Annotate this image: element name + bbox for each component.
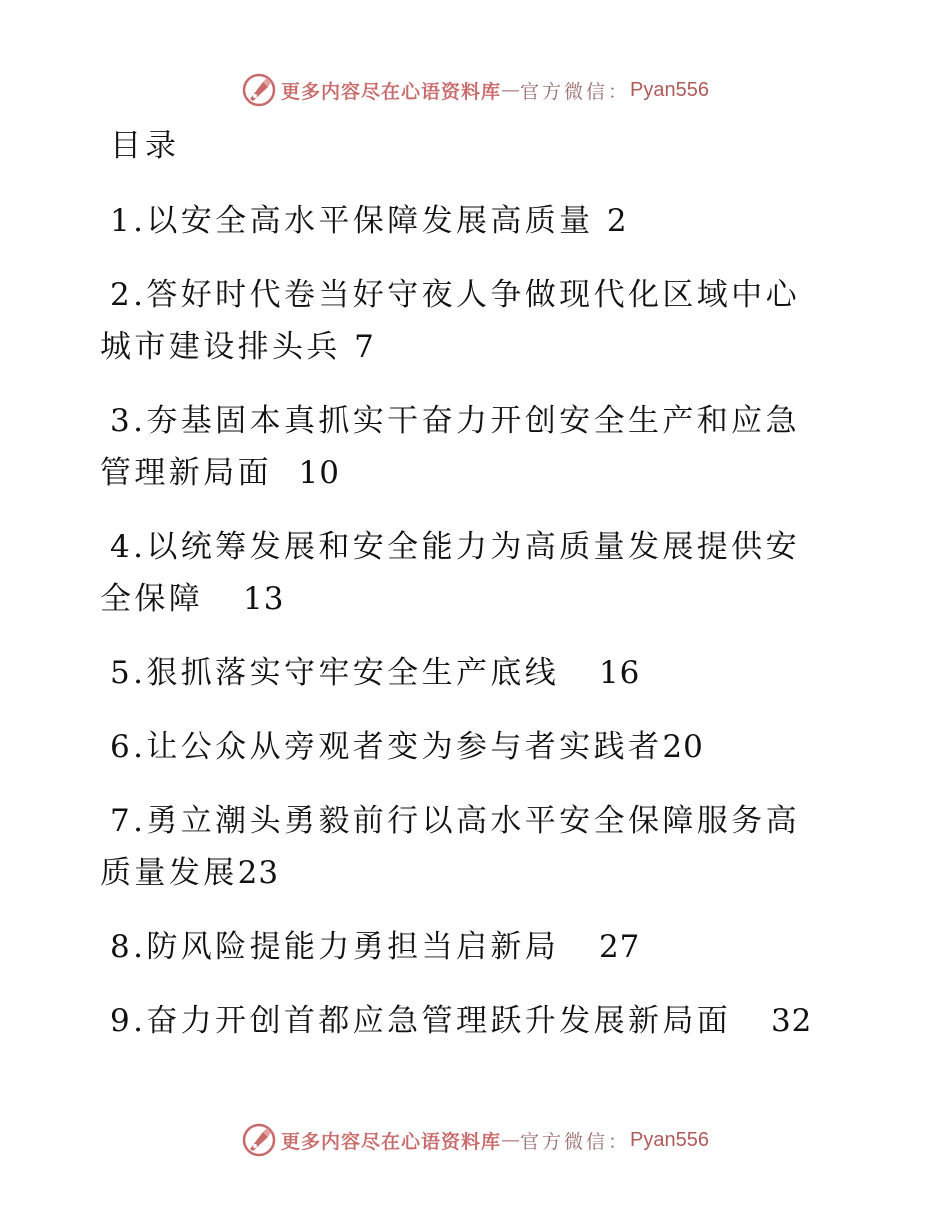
toc-entry-title: 6.让公众从旁观者变为参与者实践者	[110, 729, 663, 765]
watermark-text: 更多内容尽在心语资料库	[281, 80, 502, 103]
toc-entry-page-number: 23	[237, 855, 280, 891]
toc-entry-title: 3.夯基固本真抓实干奋力开创安全生产和应急管理新局面	[100, 403, 800, 491]
toc-entry-page-number: 16	[598, 655, 641, 691]
toc-entry-title: 1.以安全高水平保障发展高质量	[110, 203, 607, 239]
toc-entry-page-number: 2	[606, 203, 628, 239]
toc-entry[interactable]	[100, 795, 830, 899]
toc-entry[interactable]	[100, 269, 830, 373]
toc-entry-page-number: 10	[298, 455, 340, 491]
toc-entry[interactable]	[100, 521, 830, 625]
watermark-wechat-label: 官方微信：	[520, 1130, 631, 1153]
watermark-wechat-id: Pyan556	[630, 1128, 709, 1151]
toc-entry-title: 5.狠抓落实守牢安全生产底线	[110, 655, 599, 691]
watermark-separator: —	[501, 1129, 521, 1151]
toc-entry-title: 8.防风险提能力勇担当启新局	[110, 929, 599, 965]
toc-title: 目录	[110, 128, 180, 164]
pen-nib-logo-icon	[241, 72, 277, 108]
toc-entry[interactable]	[100, 395, 830, 499]
toc-entry-page-number: 20	[662, 729, 704, 765]
toc-entry[interactable]	[100, 921, 830, 973]
toc-entry-title: 2.答好时代卷当好守夜人争做现代化区域中心城市建设排头兵	[100, 277, 800, 365]
toc-entry[interactable]	[100, 995, 830, 1047]
toc-entry-title: 4.以统筹发展和安全能力为高质量发展提供安全保障	[100, 529, 800, 617]
toc-list	[100, 195, 830, 1069]
footer-watermark	[0, 1120, 950, 1160]
header-watermark	[0, 70, 950, 110]
toc-entry-page-number: 7	[354, 329, 375, 365]
toc-entry-page-number: 13	[242, 581, 285, 617]
watermark-wechat-label: 官方微信：	[520, 80, 631, 103]
toc-entry-page-number: 32	[770, 1003, 813, 1039]
toc-entry[interactable]	[100, 647, 830, 699]
toc-entry[interactable]	[100, 195, 830, 247]
toc-entry-page-number: 27	[598, 929, 641, 965]
toc-entry[interactable]	[100, 721, 830, 773]
watermark-wechat-id: Pyan556	[630, 78, 709, 101]
toc-entry-title: 9.奋力开创首都应急管理跃升发展新局面	[110, 1003, 771, 1039]
watermark-separator: —	[501, 79, 521, 101]
toc-entry-title: 7.勇立潮头勇毅前行以高水平安全保障服务高质量发展	[100, 803, 800, 891]
pen-nib-logo-icon	[241, 1122, 277, 1158]
watermark-text: 更多内容尽在心语资料库	[281, 1130, 502, 1153]
